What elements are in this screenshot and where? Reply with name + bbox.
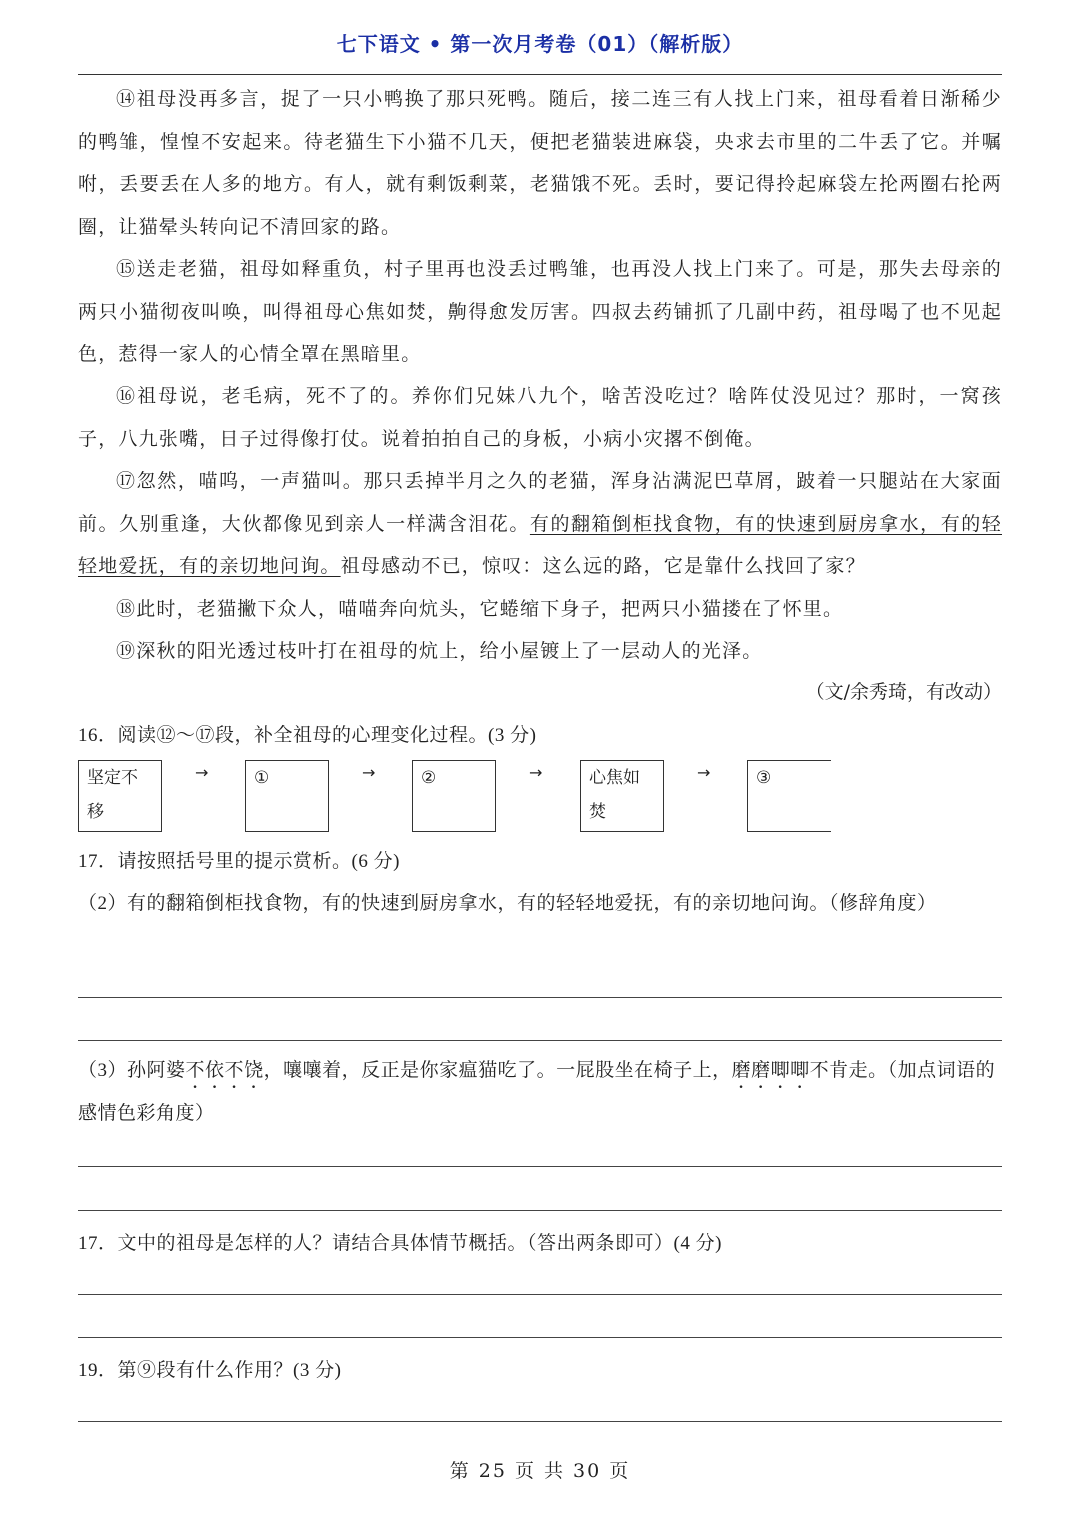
paragraph-17 bbox=[78, 460, 1002, 588]
emphasis-dot-char: 磨 bbox=[731, 1060, 752, 1081]
emphasis-dot-char: 不 bbox=[224, 1060, 245, 1081]
dotted-word-momojiji bbox=[732, 1060, 810, 1081]
paragraph-17-text-a: ⑰忽然，喵呜，一声猫叫。那只丢掉半月之久的老猫，浑身沾满泥巴草屑，跛着一只腿站在大家面前。久别重逢，大伙都像见到亲人一样满含泪花。 bbox=[78, 470, 1002, 535]
page-number: 第 25 页 共 30 页 bbox=[449, 1460, 631, 1482]
question-17-sub-3-text-c: 不肯走。（加点词语的感情色彩角度） bbox=[78, 1060, 996, 1124]
question-17-sub-3 bbox=[78, 1049, 1002, 1135]
answer-line[interactable] bbox=[78, 1337, 1002, 1338]
emphasis-dot-char: 依 bbox=[205, 1060, 225, 1081]
question-16-prompt: 16．阅读⑫～⑰段，补全祖母的心理变化过程。(3 分) bbox=[78, 725, 537, 746]
emphasis-dot-char: 唧 bbox=[790, 1060, 810, 1081]
answer-box-4: 心焦如焚 bbox=[580, 760, 664, 832]
question-17-sub-2: （2）有的翻箱倒柜找食物，有的快速到厨房拿水，有的轻轻地爱抚，有的亲切地问询。（修辞角度） bbox=[78, 893, 937, 914]
answer-line[interactable] bbox=[78, 1294, 1002, 1295]
emphasis-dot-char: 不 bbox=[185, 1060, 206, 1081]
paragraph-15: ⑮送走老猫，祖母如释重负，村子里再也没丢过鸭雏，也再没人找上门来了。可是，那失去母亲的两只小猫彻夜叫唤，叫得祖母心焦如焚，齁得愈发厉害。四叔去药铺抓了几副中药，祖母喝了也不见起色，惹得一家人的心情全罩在黑暗里。 bbox=[78, 258, 1002, 365]
question-19-prompt: 19．第⑨段有什么作用？(3 分) bbox=[78, 1360, 342, 1381]
question-17-sub-3-text-a: （3）孙阿婆 bbox=[78, 1060, 186, 1081]
answer-box-5[interactable]: ③ bbox=[747, 760, 831, 832]
paragraph-14: ⑭祖母没再多言，捉了一只小鸭换了那只死鸭。随后，接二连三有人找上门来，祖母看着日渐稀少的鸭雏，惶惶不安起来。待老猫生下小猫不几天，便把老猫装进麻袋，央求去市里的二牛丢了它。并嘱咐，丢要丢在人多的地方。有人，就有剩饭剩菜，老猫饿不死。丢时，要记得拎起麻袋左抡两圈右抡两圈，让猫晕头转向记不清回家的路。 bbox=[78, 88, 1002, 238]
answer-line[interactable] bbox=[78, 1040, 1002, 1041]
emphasis-dot-char: 磨 bbox=[751, 1060, 771, 1081]
paragraph-16: ⑯祖母说，老毛病，死不了的。养你们兄妹八九个，啥苦没吃过？啥阵仗没见过？那时，一窝孩子，八九张嘴，日子过得像打仗。说着拍拍自己的身板，小病小灾撂不倒俺。 bbox=[78, 385, 1002, 450]
answer-line[interactable] bbox=[78, 1166, 1002, 1167]
paragraph-19: ⑲深秋的阳光透过枝叶打在祖母的炕上，给小屋镀上了一层动人的光泽。 bbox=[116, 640, 763, 662]
passage-source: （文/余秀琦，有改动） bbox=[805, 681, 1002, 703]
arrow-right-icon: → bbox=[697, 763, 711, 782]
page-header-title: 七下语文 • 第一次月考卷（01）（解析版） bbox=[336, 32, 744, 56]
answer-box-1: 坚定不移 bbox=[78, 760, 162, 832]
paragraph-17-underlined-sentence: 有的翻箱倒柜找食物，有的快速到厨房拿水，有的轻轻地爱抚，有的亲切地问询。 bbox=[78, 512, 1002, 577]
paragraph-17-text-b: 祖母感动不已，惊叹：这么远的路，它是靠什么找回了家？ bbox=[340, 555, 866, 577]
answer-line[interactable] bbox=[78, 1210, 1002, 1211]
header-divider bbox=[78, 74, 1002, 75]
emphasis-dot-char: 饶 bbox=[244, 1060, 264, 1081]
answer-line[interactable] bbox=[78, 1421, 1002, 1422]
paragraph-18: ⑱此时，老猫撇下众人，喵喵奔向炕头，它蜷缩下身子，把两只小猫搂在了怀里。 bbox=[116, 598, 844, 620]
dotted-word-buyiburao bbox=[186, 1060, 264, 1081]
emphasis-dot-char: 唧 bbox=[770, 1060, 791, 1081]
arrow-right-icon: → bbox=[362, 763, 376, 782]
question-17-prompt: 17．请按照括号里的提示赏析。(6 分) bbox=[78, 851, 400, 872]
answer-box-2[interactable]: ① bbox=[245, 760, 329, 832]
arrow-right-icon: → bbox=[195, 763, 209, 782]
question-18-prompt: 17．文中的祖母是怎样的人？请结合具体情节概括。（答出两条即可）(4 分) bbox=[78, 1233, 722, 1254]
answer-line[interactable] bbox=[78, 997, 1002, 998]
answer-box-3[interactable]: ② bbox=[412, 760, 496, 832]
arrow-right-icon: → bbox=[529, 763, 543, 782]
question-17-sub-3-text-b: ，嚷嚷着，反正是你家瘟猫吃了。一屁股坐在椅子上， bbox=[263, 1060, 732, 1081]
